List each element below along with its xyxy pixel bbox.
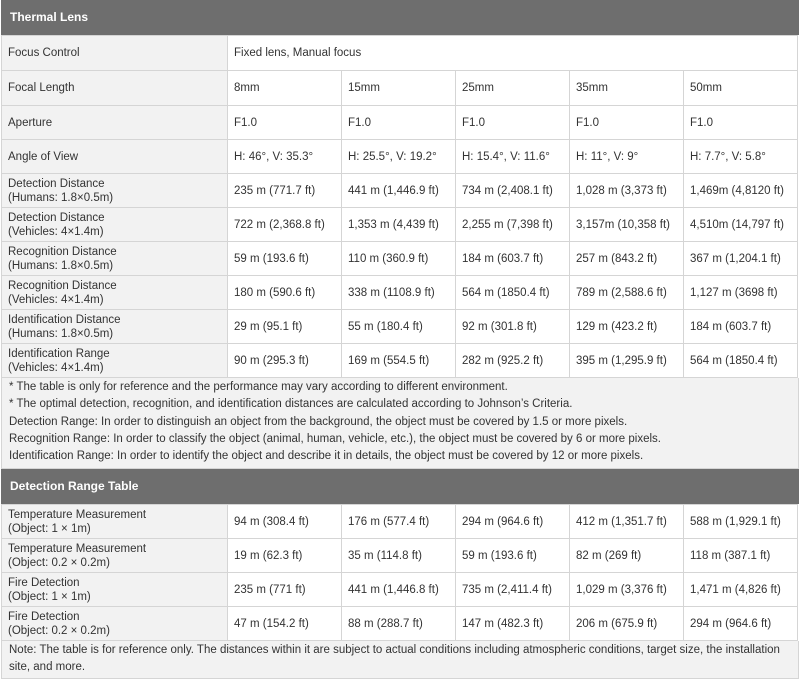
cell-value: 90 m (295.3 ft) <box>228 344 342 378</box>
cell-value: 734 m (2,408.1 ft) <box>456 174 570 208</box>
table-row <box>2 208 798 242</box>
row-label-title: Identification Range <box>8 347 110 360</box>
table-row <box>2 106 798 140</box>
cell-value: 338 m (1108.9 ft) <box>342 276 456 310</box>
row-label-title: Recognition Distance <box>8 245 117 258</box>
table-row <box>2 344 798 378</box>
table-row <box>2 607 798 641</box>
cell-value: 1,471 m (4,826 ft) <box>684 573 798 607</box>
cell-value: 35mm <box>570 71 684 106</box>
cell-value: 412 m (1,351.7 ft) <box>570 505 684 539</box>
row-label-subtitle: (Object: 1 × 1m) <box>8 590 91 603</box>
cell-value: 235 m (771 ft) <box>228 573 342 607</box>
table-row <box>2 140 798 174</box>
cell-value: F1.0 <box>456 106 570 140</box>
cell-value: 395 m (1,295.9 ft) <box>570 344 684 378</box>
cell-value: F1.0 <box>570 106 684 140</box>
cell-value: 257 m (843.2 ft) <box>570 242 684 276</box>
cell-value: 59 m (193.6 ft) <box>456 539 570 573</box>
cell-value: 25mm <box>456 71 570 106</box>
cell-value: 1,029 m (3,376 ft) <box>570 573 684 607</box>
cell-value: F1.0 <box>342 106 456 140</box>
cell-value: 59 m (193.6 ft) <box>228 242 342 276</box>
cell-value: 47 m (154.2 ft) <box>228 607 342 641</box>
cell-value: 789 m (2,588.6 ft) <box>570 276 684 310</box>
row-label-subtitle: (Object: 0.2 × 0.2m) <box>8 556 110 569</box>
row-label-title: Fire Detection <box>8 576 80 589</box>
cell-value: 1,469m (4,8120 ft) <box>684 174 798 208</box>
table-row <box>2 573 798 607</box>
cell-value: 1,028 m (3,373 ft) <box>570 174 684 208</box>
table-row <box>2 174 798 208</box>
cell-value: 564 m (1850.4 ft) <box>456 276 570 310</box>
note-line: Recognition Range: In order to classify the object (animal, human, vehicle, etc.), the object must be covered by 6 or more pixels. <box>9 432 661 445</box>
cell-value: 92 m (301.8 ft) <box>456 310 570 344</box>
row-label-subtitle: (Vehicles: 4×1.4m) <box>8 225 104 238</box>
cell-value: F1.0 <box>228 106 342 140</box>
cell-value: 184 m (603.7 ft) <box>456 242 570 276</box>
cell-value: 441 m (1,446.8 ft) <box>342 573 456 607</box>
cell-value: H: 15.4°, V: 11.6° <box>456 140 570 174</box>
table-row <box>2 310 798 344</box>
cell-value: 441 m (1,446.9 ft) <box>342 174 456 208</box>
cell-value: H: 46°, V: 35.3° <box>228 140 342 174</box>
cell-value: H: 11°, V: 9° <box>570 140 684 174</box>
cell-value: Fixed lens, Manual focus <box>228 36 798 71</box>
detection-range-table <box>1 504 798 641</box>
row-label-title: Identification Distance <box>8 313 121 326</box>
cell-value: 15mm <box>342 71 456 106</box>
detection-note: Note: The table is for reference only. The distances within it are subject to actual conditions including atmospheric conditions, target size, the installation site, and more. <box>1 641 799 679</box>
row-label-title: Detection Distance <box>8 177 105 190</box>
row-label-title: Detection Distance <box>8 211 105 224</box>
row-label <box>2 174 228 208</box>
spec-sheet <box>1 0 799 679</box>
cell-value: 722 m (2,368.8 ft) <box>228 208 342 242</box>
cell-value: 235 m (771.7 ft) <box>228 174 342 208</box>
row-label <box>2 310 228 344</box>
cell-value: 19 m (62.3 ft) <box>228 539 342 573</box>
cell-value: 206 m (675.9 ft) <box>570 607 684 641</box>
cell-value: H: 25.5°, V: 19.2° <box>342 140 456 174</box>
note-line: * The table is only for reference and the performance may vary according to different environment. <box>9 381 508 393</box>
cell-value: 3,157m (10,358 ft) <box>570 208 684 242</box>
row-label: Angle of View <box>2 140 228 174</box>
cell-value: 1,127 m (3698 ft) <box>684 276 798 310</box>
cell-value: 180 m (590.6 ft) <box>228 276 342 310</box>
cell-value: 2,255 m (7,398 ft) <box>456 208 570 242</box>
row-label <box>2 242 228 276</box>
cell-value: 82 m (269 ft) <box>570 539 684 573</box>
cell-value: 55 m (180.4 ft) <box>342 310 456 344</box>
cell-value: 169 m (554.5 ft) <box>342 344 456 378</box>
cell-value: 282 m (925.2 ft) <box>456 344 570 378</box>
row-label <box>2 344 228 378</box>
row-label <box>2 607 228 641</box>
thermal-lens-table <box>1 35 798 378</box>
note-line: * The optimal detection, recognition, and identification distances are calculated according to Johnson’s Criteria. <box>9 398 573 411</box>
cell-value: 588 m (1,929.1 ft) <box>684 505 798 539</box>
note-line: Detection Range: In order to distinguish an object from the background, the object must be covered by 1.5 or more pixels. <box>9 415 628 428</box>
row-label <box>2 208 228 242</box>
row-label-subtitle: (Humans: 1.8×0.5m) <box>8 259 114 272</box>
note-line: Identification Range: In order to identify the object and describe it in details, the object must be covered by 12 or more pixels. <box>9 450 644 463</box>
cell-value: 147 m (482.3 ft) <box>456 607 570 641</box>
thermal-lens-header: Thermal Lens <box>1 0 799 35</box>
row-label-title: Temperature Measurement <box>8 508 147 521</box>
row-label <box>2 505 228 539</box>
cell-value: F1.0 <box>684 106 798 140</box>
row-label-subtitle: (Humans: 1.8×0.5m) <box>8 191 114 204</box>
cell-value: 735 m (2,411.4 ft) <box>456 573 570 607</box>
cell-value: 294 m (964.6 ft) <box>684 607 798 641</box>
cell-value: 129 m (423.2 ft) <box>570 310 684 344</box>
row-label: Focus Control <box>2 36 228 71</box>
cell-value: 110 m (360.9 ft) <box>342 242 456 276</box>
cell-value: 184 m (603.7 ft) <box>684 310 798 344</box>
thermal-notes <box>1 378 799 469</box>
row-label <box>2 573 228 607</box>
row-label-subtitle: (Object: 1 × 1m) <box>8 522 91 535</box>
detection-range-header: Detection Range Table <box>1 469 799 504</box>
row-label-subtitle: (Vehicles: 4×1.4m) <box>8 293 104 306</box>
row-label: Focal Length <box>2 71 228 106</box>
table-row <box>2 36 798 71</box>
cell-value: 176 m (577.4 ft) <box>342 505 456 539</box>
cell-value: 94 m (308.4 ft) <box>228 505 342 539</box>
cell-value: 8mm <box>228 71 342 106</box>
row-label-subtitle: (Object: 0.2 × 0.2m) <box>8 624 110 637</box>
cell-value: 88 m (288.7 ft) <box>342 607 456 641</box>
cell-value: 1,353 m (4,439 ft) <box>342 208 456 242</box>
cell-value: 29 m (95.1 ft) <box>228 310 342 344</box>
table-row <box>2 505 798 539</box>
cell-value: 564 m (1850.4 ft) <box>684 344 798 378</box>
row-label-title: Fire Detection <box>8 610 80 623</box>
table-row <box>2 539 798 573</box>
cell-value: 35 m (114.8 ft) <box>342 539 456 573</box>
cell-value: 118 m (387.1 ft) <box>684 539 798 573</box>
table-row <box>2 71 798 106</box>
row-label-title: Temperature Measurement <box>8 542 147 555</box>
cell-value: H: 7.7°, V: 5.8° <box>684 140 798 174</box>
cell-value: 4,510m (14,797 ft) <box>684 208 798 242</box>
cell-value: 367 m (1,204.1 ft) <box>684 242 798 276</box>
cell-value: 50mm <box>684 71 798 106</box>
row-label-subtitle: (Humans: 1.8×0.5m) <box>8 327 114 340</box>
row-label <box>2 276 228 310</box>
row-label <box>2 539 228 573</box>
table-row <box>2 276 798 310</box>
row-label-subtitle: (Vehicles: 4×1.4m) <box>8 361 104 374</box>
row-label-title: Recognition Distance <box>8 279 117 292</box>
table-row <box>2 242 798 276</box>
cell-value: 294 m (964.6 ft) <box>456 505 570 539</box>
row-label: Aperture <box>2 106 228 140</box>
